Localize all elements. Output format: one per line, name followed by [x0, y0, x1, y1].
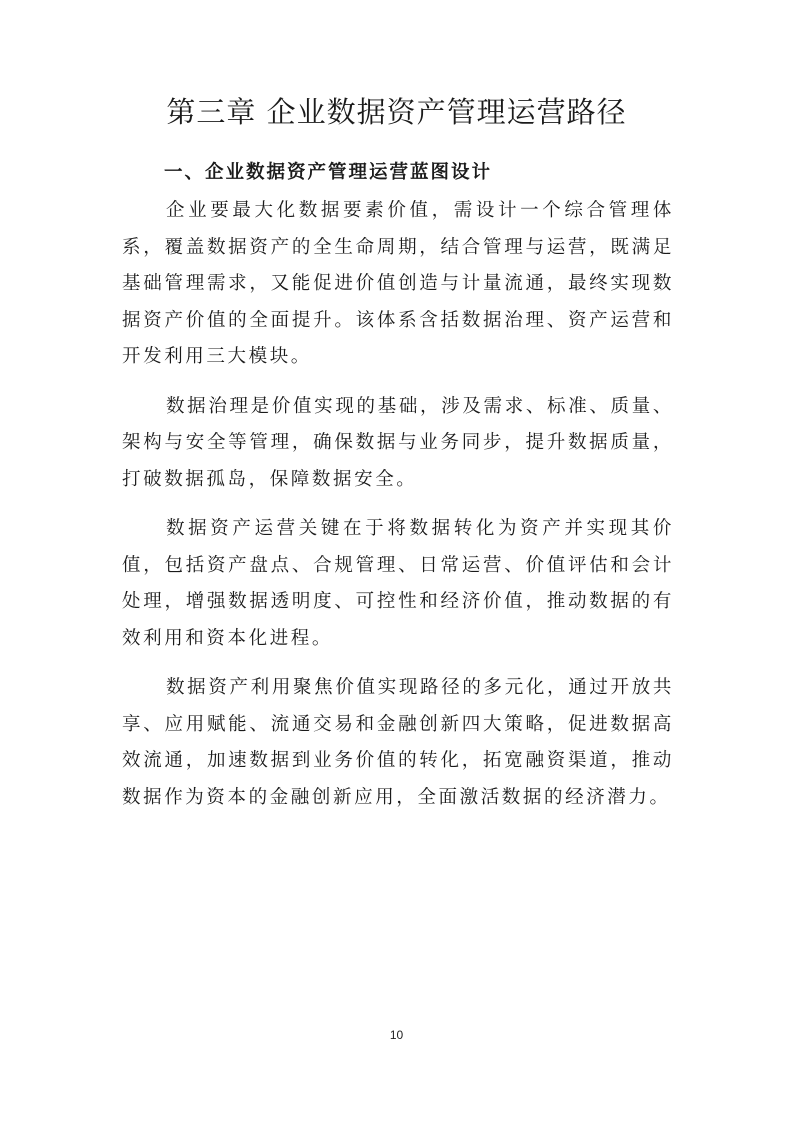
document-body	[122, 193, 674, 829]
paragraph-blueprint-overview: 企业要最大化数据要素价值，需设计一个综合管理体系，覆盖数据资产的全生命周期，结合管理与运营，既满足基础管理需求，又能促进价值创造与计量流通，最终实现数据资产价值的全面提升。该体系含括数据治理、资产运营和开发利用三大模块。	[122, 200, 674, 367]
section-heading: 一、企业数据资产管理运营蓝图设计	[164, 162, 493, 183]
paragraph-data-governance: 数据治理是价值实现的基础，涉及需求、标准、质量、架构与安全等管理，确保数据与业务同步，提升数据质量，打破数据孤岛，保障数据安全。	[122, 395, 674, 490]
paragraph-asset-operation: 数据资产运营关键在于将数据转化为资产并实现其价值，包括资产盘点、合规管理、日常运营、价值评估和会计处理，增强数据透明度、可控性和经济价值，推动数据的有效利用和资本化进程。	[122, 518, 674, 649]
page-number: 10	[389, 1028, 404, 1042]
paragraph-asset-utilization: 数据资产利用聚焦价值实现路径的多元化，通过开放共享、应用赋能、流通交易和金融创新四大策略，促进数据高效流通，加速数据到业务价值的转化，拓宽融资渠道，推动数据作为资本的金融创新应用，全面激活数据的经济潜力。	[122, 677, 674, 808]
chapter-title: 第三章 企业数据资产管理运营路径	[166, 95, 627, 129]
